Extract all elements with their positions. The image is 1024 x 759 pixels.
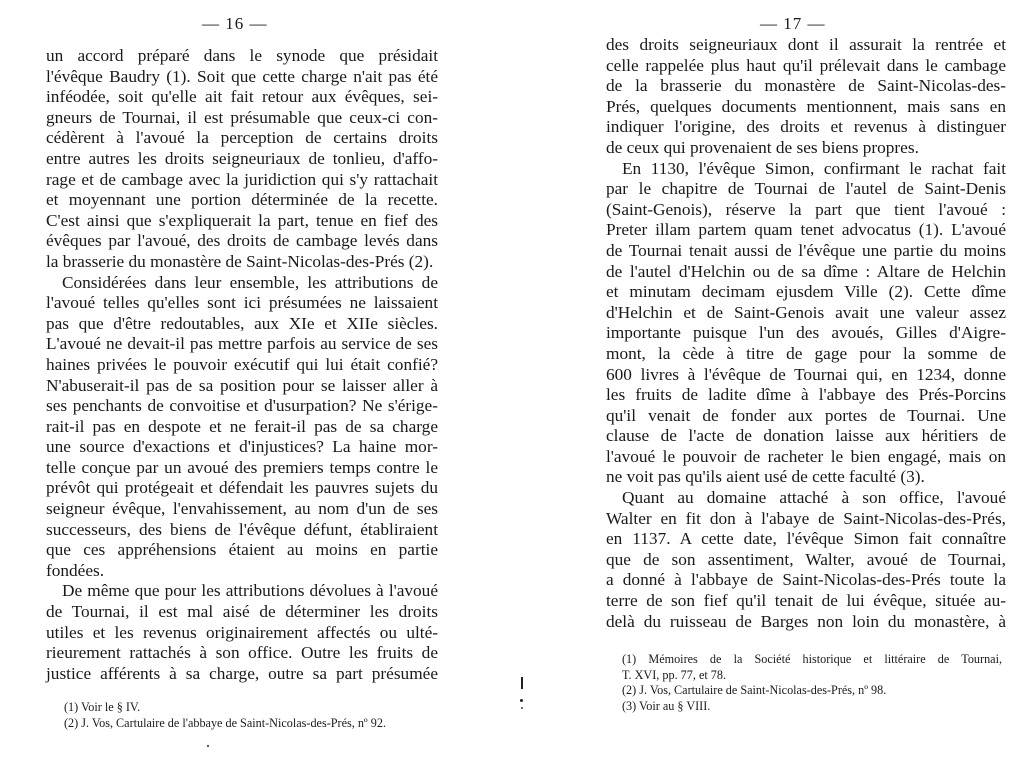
text-line: seigneur évêque, l'envahissement, au nom d'un de ses [46, 499, 438, 519]
text-line: importante puisque l'un des avoués, Gilles d'Aigre- [606, 323, 1006, 343]
text-line: de ceux qui provenaient de ses biens propres. [606, 137, 919, 157]
page-number: — 17 — [760, 14, 826, 33]
text-line: l'évêque Baudry (1). Soit que cette charge n'ait pas été [46, 66, 438, 86]
footnote: T. XVI, pp. 77, et 78. [622, 667, 727, 682]
text-line: d'Helchin et de Saint-Genois avait une valeur assez [606, 302, 1006, 322]
text-line: l'avoué telles qu'elles sont ici présumées ne laissaient [46, 293, 438, 313]
text-line: a donné à l'abbaye de Saint-Nicolas-des-Prés toute la [606, 570, 1006, 590]
text-line: prévôt qui protégeait et défendait les pauvres sujets du [46, 478, 438, 498]
right-page [512, 0, 1024, 759]
text-line: Prés, quelques documents mentionnent, mais sans en [606, 96, 1006, 116]
text-line: les fruits de ladite dîme à l'abbaye des Prés-Porcins [606, 385, 1006, 405]
text-line: inféodée, soit qu'elle ait fait retour aux évêques, sei- [46, 87, 438, 107]
text-line: clause de l'acte de donation laisse aux héritiers de [606, 426, 1006, 446]
text-line: Preter illam partem quam tenet advocatus (1). L'avoué [606, 220, 1006, 240]
page-number: — 16 — [202, 14, 268, 33]
text-line: ne voit pas qu'ils aient usé de cette faculté (3). [606, 467, 925, 487]
text-line: ses penchants de convoitise et d'usurpation? Ne s'érige- [46, 396, 438, 416]
text-line: C'est ainsi que s'expliquerait la part, tenue en fief des [46, 210, 438, 230]
text-line: De même que pour les attributions dévolues à l'avoué [62, 581, 438, 601]
text-line: justice afférents à sa charge, outre sa part présumée [46, 663, 438, 683]
footnote: (2) J. Vos, Cartulaire de Saint-Nicolas-des-Prés, nº 98. [622, 683, 887, 697]
text-line: successeurs, des biens de l'évêque défunt, établiraient [46, 519, 438, 539]
text-line: de Tournai, il est mal aisé de déterminer les droits [46, 602, 438, 622]
text-line: utiles et les revenus originairement affectés ou ulté- [46, 622, 438, 642]
text-line: (Saint-Genois), réserve la part que tient l'avoué : [606, 199, 1006, 219]
text-line: une source d'exactions et d'injustices? La haine mor- [46, 437, 438, 457]
page-body [606, 35, 1006, 632]
text-line: de la brasserie du monastère de Saint-Nicolas-des- [606, 76, 1006, 96]
text-line: terre de son fief qu'il tenait de lui évêque, située au- [606, 591, 1006, 611]
text-line: indiquer l'origine, des droits et revenus à distinguer [606, 117, 1006, 137]
text-line: Considérées dans leur ensemble, les attributions de [62, 272, 438, 292]
text-line: que de son assentiment, Walter, avoué de Tournai, [606, 549, 1006, 569]
text-line: delà du ruisseau de Barges non loin du monastère, à [606, 611, 1006, 631]
text-line: de l'autel d'Helchin ou de sa dîme : Altare de Helchin [606, 261, 1006, 281]
text-line: rieurement rattachés à son office. Outre les fruits de [46, 643, 438, 663]
text-line: En 1130, l'évêque Simon, confirmant le rachat fait [622, 158, 1006, 178]
text-line: et minutam decimam ejusdem Ville (2). Cette dîme [606, 282, 1006, 302]
text-line: des droits seigneuriaux dont il assurait la rentrée et [606, 35, 1006, 54]
gutter-mark [521, 677, 523, 689]
footnote: (1) Voir le § IV. [64, 700, 141, 714]
text-line: que ces appréhensions étaient au moins en partie [46, 540, 438, 560]
text-line: telle conçue par un avoué des premiers temps contre le [46, 457, 438, 477]
text-line: N'abuserait-il pas de sa position pour se laisser aller à [46, 375, 438, 395]
text-line: entre autres les droits seigneuriaux de tonlieu, d'affo- [46, 148, 438, 168]
text-line: L'avoué ne devait-il pas mettre parfois au service de ses [46, 334, 438, 354]
text-line: Quant au domaine attaché à son office, l'avoué [622, 488, 1006, 508]
paper-speck [207, 745, 209, 747]
text-line: et moyennant une portion déterminée de la recette. [46, 190, 438, 210]
text-line: pas que d'être redoutables, aux XIe et XIIe siècles. [46, 313, 438, 333]
footnotes [64, 700, 386, 731]
text-line: l'avoué le pouvoir de racheter le bien engagé, mais on [606, 446, 1006, 466]
footnote: (3) Voir au § VIII. [622, 698, 711, 713]
text-line: un accord préparé dans le synode que présidait [46, 46, 438, 65]
text-line: évêques par l'avoué, des droits de cambage levés dans [46, 231, 438, 251]
footnote: (1) Mémoires de la Société historique et littéraire de Tournai, [622, 652, 1002, 666]
footnote: (2) J. Vos, Cartulaire de l'abbaye de Saint-Nicolas-des-Prés, nº 92. [64, 715, 386, 730]
text-line: de Tournai tenait aussi de l'évêque une partie du moins [606, 240, 1006, 260]
text-line: 600 livres à l'évêque de Tournai qui, en 1234, donne [606, 364, 1006, 384]
text-line: rait-il pas en despote et ne ferait-il pas de sa charge [46, 416, 438, 436]
text-line: la brasserie du monastère de Saint-Nicolas-des-Prés (2). [46, 251, 434, 271]
gutter-speck [520, 699, 523, 702]
text-line: en 1137. A cette date, l'évêque Simon fait connaître [606, 529, 1006, 549]
footnotes [622, 652, 1002, 714]
text-line: par le chapitre de Tournai de l'autel de Saint-Denis [606, 179, 1006, 199]
page-body [46, 46, 438, 684]
text-line: rage et de cambage avec la juridiction qui s'y rattachait [46, 169, 438, 189]
text-line: fondées. [46, 560, 105, 580]
text-line: mont, la cède à titre de gage pour la somme de [606, 343, 1006, 363]
text-line: Walter en fit don à l'abaye de Saint-Nicolas-des-Prés, [606, 508, 1006, 528]
gutter-speck [521, 707, 523, 709]
text-line: qu'il venait de fonder aux portes de Tournai. Une [606, 405, 1006, 425]
text-line: haines privées le pouvoir exécutif qui lui était confié? [46, 354, 438, 374]
text-line: celle rappelée plus haut qu'il prélevait dans le cambage [606, 55, 1006, 75]
text-line: gneurs de Tournai, il est présumable que ceux-ci con- [46, 107, 438, 127]
text-line: cédèrent à l'avoué la perception de certains droits [46, 128, 438, 148]
